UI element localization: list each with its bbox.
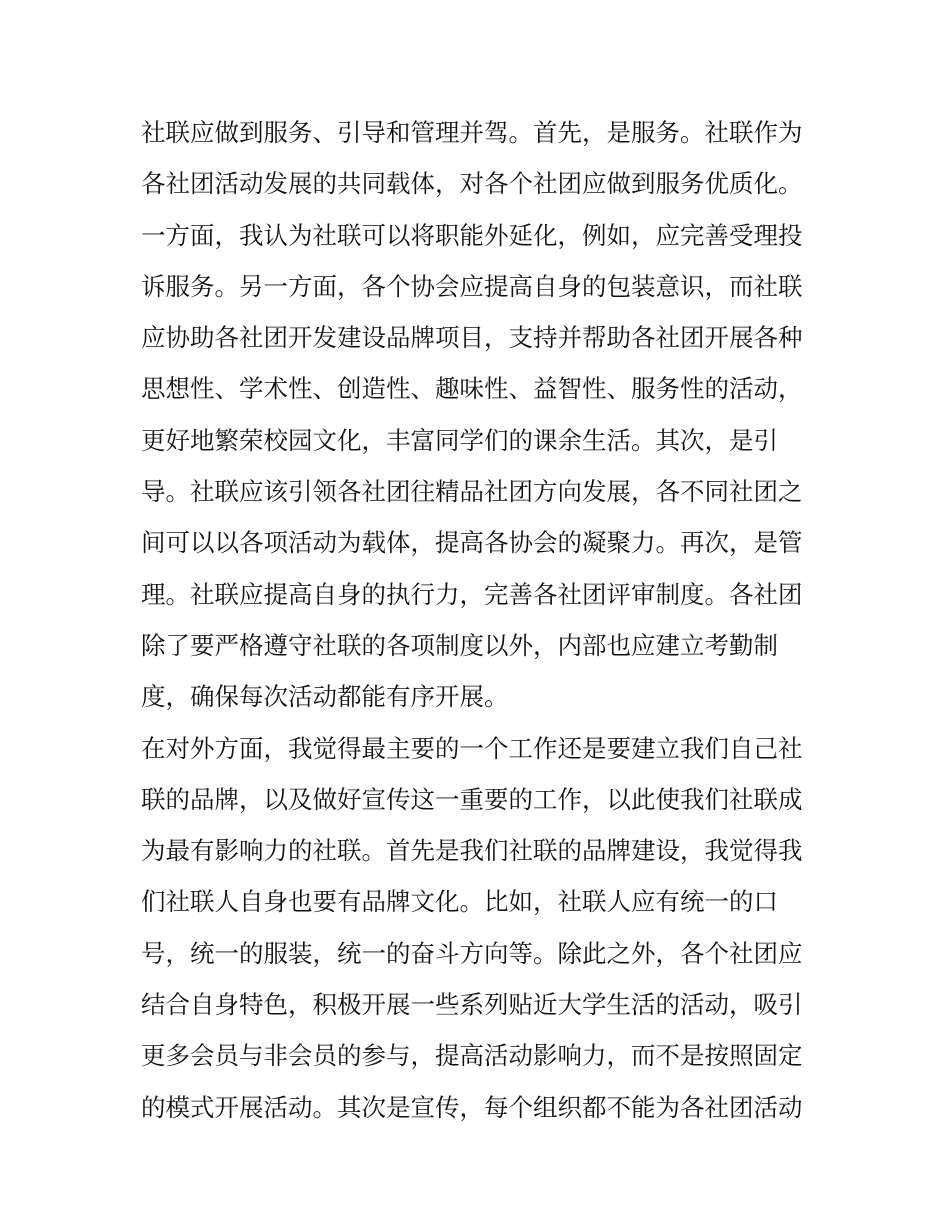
text-line: 们社联人自身也要有品牌文化。比如，社联人应有统一的口 bbox=[141, 887, 778, 917]
text-line: 更多会员与非会员的参与，提高活动影响力，而不是按照固定 bbox=[141, 1041, 803, 1071]
text-line: 号，统一的服装，统一的奋斗方向等。除此之外，各个社团应 bbox=[141, 938, 803, 968]
text-line: 的模式开展活动。其次是宣传，每个组织都不能为各社团活动 bbox=[141, 1092, 803, 1122]
text-line: 除了要严格遵守社联的各项制度以外，内部也应建立考勤制 bbox=[141, 630, 778, 660]
text-line: 一方面，我认为社联可以将职能外延化，例如，应完善受理投 bbox=[141, 220, 803, 250]
text-line: 应协助各社团开发建设品牌项目，支持并帮助各社团开展各种 bbox=[141, 323, 803, 353]
body-text bbox=[141, 107, 821, 1133]
text-line: 社联应做到服务、引导和管理并驾。首先，是服务。社联作为 bbox=[141, 118, 803, 147]
text-line: 诉服务。另一方面，各个协会应提高自身的包装意识，而社联 bbox=[141, 271, 803, 301]
text-line: 结合自身特色，积极开展一些系列贴近大学生活的活动，吸引 bbox=[141, 990, 803, 1020]
text-line: 理。社联应提高自身的执行力，完善各社团评审制度。各社团 bbox=[141, 579, 803, 609]
text-line: 各社团活动发展的共同载体，对各个社团应做到服务优质化。 bbox=[141, 169, 803, 199]
text-line: 更好地繁荣校园文化，丰富同学们的课余生活。其次，是引 bbox=[141, 425, 778, 455]
text-line: 思想性、学术性、创造性、趣味性、益智性、服务性的活动， bbox=[141, 374, 803, 404]
text-line: 导。社联应该引领各社团往精品社团方向发展，各不同社团之 bbox=[141, 477, 803, 507]
text-line: 间可以以各项活动为载体，提高各协会的凝聚力。再次，是管 bbox=[141, 528, 803, 558]
text-line: 度，确保每次活动都能有序开展。 bbox=[141, 682, 509, 712]
text-line: 在对外方面，我觉得最主要的一个工作还是要建立我们自己社 bbox=[141, 733, 803, 763]
text-line: 为最有影响力的社联。首先是我们社联的品牌建设，我觉得我 bbox=[141, 836, 803, 866]
text-line: 联的品牌，以及做好宣传这一重要的工作，以此使我们社联成 bbox=[141, 784, 803, 814]
